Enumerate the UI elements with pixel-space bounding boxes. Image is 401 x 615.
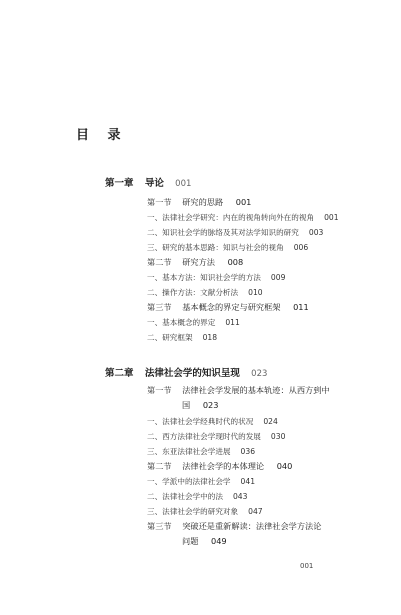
page-number: 011: [293, 302, 309, 312]
section-text: 法律社会学的本体理论: [182, 461, 265, 471]
section-text: 基本概念的界定与研究框架: [182, 302, 281, 312]
page-number: 047: [248, 507, 263, 516]
list-item: [147, 212, 339, 223]
section-entry-continuation: [182, 400, 218, 411]
item-text: 三、法律社会学的研究对象: [147, 507, 239, 516]
folio-page-number: 001: [300, 562, 314, 570]
page-number: 023: [202, 400, 219, 410]
section-label: 第一节: [147, 385, 172, 395]
page-number: 006: [293, 243, 309, 252]
page-number: 009: [270, 273, 286, 282]
item-text: 二、知识社会学的脉络及其对法学知识的研究: [147, 228, 299, 237]
page-number: 036: [240, 447, 256, 456]
item-text: 一、基本方法：知识社会学的方法: [147, 273, 261, 282]
page-number: 010: [248, 288, 263, 297]
chapter-title: 法律社会学的知识呈现: [144, 368, 240, 379]
chapter-label: 第一章: [105, 178, 134, 189]
list-item: [147, 272, 285, 283]
section-entry: [147, 461, 292, 472]
section-text: 研究的思路: [182, 197, 224, 207]
list-item: [147, 242, 308, 253]
chapter-title: 导论: [144, 178, 164, 189]
list-item: [147, 491, 247, 502]
section-text: 研究方法: [182, 257, 215, 267]
page-number: 030: [270, 432, 286, 441]
item-text: 一、法律社会学经典时代的状况: [147, 417, 254, 426]
list-item: [147, 332, 217, 343]
section-entry: [147, 385, 330, 396]
section-entry: [147, 302, 309, 313]
section-text-cont: 国: [182, 400, 191, 410]
section-entry: [147, 521, 321, 532]
page-number: 001: [324, 213, 339, 222]
item-text: 三、东亚法律社会学进展: [147, 447, 231, 456]
section-label: 第一节: [147, 197, 172, 207]
list-item: [147, 317, 240, 328]
section-text: 法律社会学发展的基本轨迹：从西方到中: [182, 385, 330, 395]
item-text: 二、操作方法：文献分析法: [147, 288, 239, 297]
section-label: 第三节: [147, 302, 172, 312]
list-item: [147, 416, 278, 427]
list-item: [147, 431, 285, 442]
item-text: 三、研究的基本思路：知识与社会的视角: [147, 243, 284, 252]
list-item: [147, 476, 255, 487]
page-number: 043: [232, 492, 248, 501]
page-number: 018: [202, 333, 218, 342]
section-entry: [147, 257, 243, 268]
list-item: [147, 446, 255, 457]
list-item: [147, 506, 263, 517]
section-label: 第二节: [147, 461, 172, 471]
item-text: 二、法律社会学中的法: [147, 492, 223, 501]
page-number: 049: [211, 536, 227, 546]
chapter-heading: [105, 175, 191, 189]
section-entry: [147, 197, 251, 208]
list-item: [147, 287, 263, 298]
section-text-cont: 问题: [182, 536, 199, 546]
page-number: 003: [308, 228, 324, 237]
page-number: 040: [276, 461, 293, 471]
item-text: 一、学派中的法律社会学: [147, 477, 231, 486]
section-entry-continuation: [182, 536, 227, 547]
page-number: 041: [240, 477, 256, 486]
item-text: 一、基本概念的界定: [147, 318, 216, 327]
page-number: 001: [235, 197, 252, 207]
page-number: 001: [175, 179, 192, 189]
toc-title: 目 录: [76, 128, 128, 143]
item-text: 二、西方法律社会学现时代的发展: [147, 432, 261, 441]
section-text: 突破还是重新解读：法律社会学方法论: [182, 521, 322, 531]
page-number: 024: [263, 417, 278, 426]
page-number: 008: [227, 257, 244, 267]
item-text: 二、研究框架: [147, 333, 193, 342]
section-label: 第二节: [147, 257, 172, 267]
page-number: 011: [225, 318, 240, 327]
chapter-heading: [105, 365, 267, 379]
section-label: 第三节: [147, 521, 172, 531]
page-number: 023: [251, 369, 268, 379]
item-text: 一、法律社会学研究：内在的视角转向外在的视角: [147, 213, 315, 222]
chapter-label: 第二章: [105, 368, 134, 379]
list-item: [147, 227, 323, 238]
